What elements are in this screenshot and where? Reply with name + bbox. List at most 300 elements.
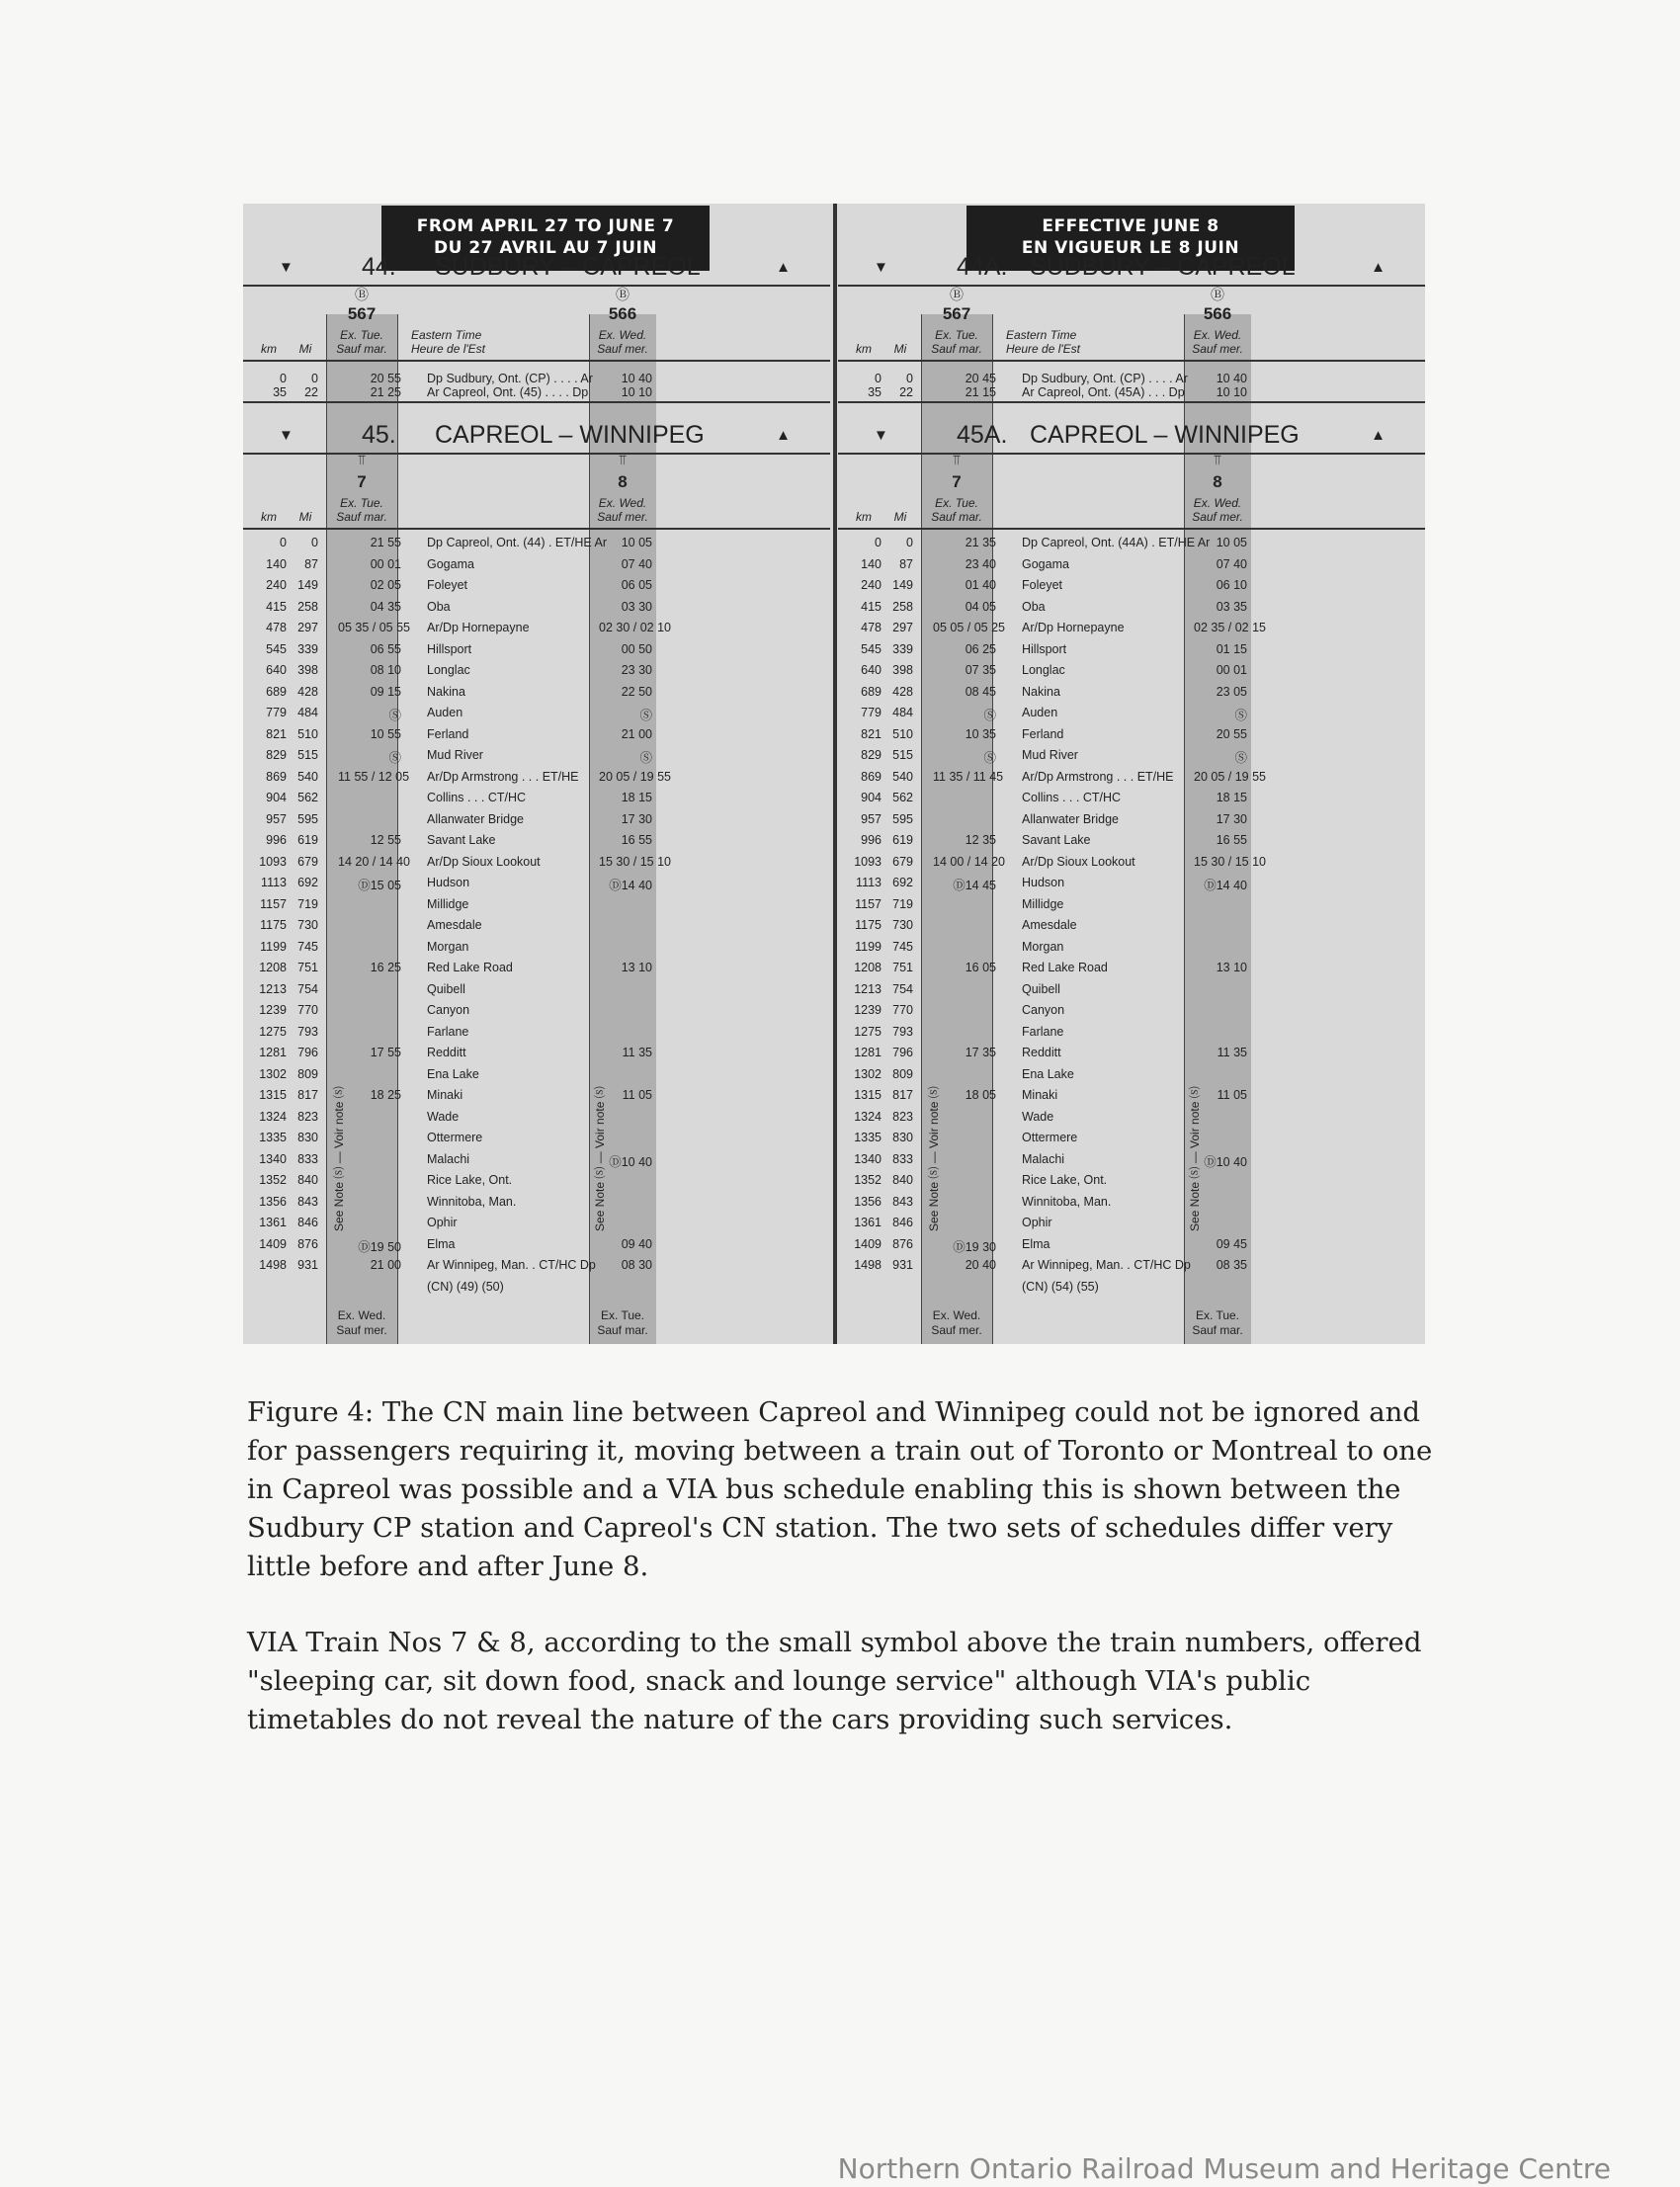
train-time: 17 30 — [621, 811, 652, 826]
train-number: 566 — [1203, 304, 1232, 323]
train-time: 07 40 — [1216, 556, 1247, 571]
train-time: 08 45 — [965, 684, 996, 699]
distance: 821 — [861, 726, 882, 741]
operating-days: Ex. Tue. — [600, 1308, 645, 1322]
distance: 1275 — [854, 1024, 882, 1039]
distance: 830 — [892, 1131, 913, 1144]
timetable-row — [243, 1067, 830, 1084]
timetable-row — [243, 621, 830, 637]
mi-header: Mi — [893, 342, 907, 356]
train-time: 15 30 / 15 10 — [599, 854, 671, 869]
distance: 1239 — [854, 1003, 882, 1017]
train-time: 22 50 — [621, 684, 652, 699]
train-number: 7 — [357, 472, 367, 491]
station-name: Ophir — [427, 1216, 458, 1229]
distance: 1175 — [260, 918, 287, 932]
museum-footer: Northern Ontario Railroad Museum and Heritage Centre — [837, 2152, 1611, 2185]
train-time: 07 40 — [621, 556, 652, 571]
train-time: 00 01 — [370, 556, 401, 571]
distance: 0 — [280, 536, 287, 549]
train-time: Ⓓ19 30 — [953, 1239, 996, 1254]
station-name: Ar Winnipeg, Man. . CT/HC Dp — [1022, 1258, 1191, 1272]
see-note-label: See Note ⒮ — Voir note ⒮ — [1188, 1086, 1202, 1231]
distance: 843 — [892, 1194, 913, 1209]
station-name: Millidge — [1022, 896, 1064, 911]
train-time: Ⓓ15 05 — [358, 879, 401, 892]
panel-before-june-8 — [243, 204, 830, 1344]
station-name: Canyon — [427, 1003, 470, 1017]
station-name: Wade — [427, 1109, 460, 1124]
timetable-row — [243, 791, 830, 807]
timetable-row — [838, 1258, 1425, 1275]
distance: 904 — [861, 791, 882, 804]
distance: 869 — [266, 769, 287, 784]
operating-days: Sauf mar. — [1192, 1323, 1243, 1337]
distance: 545 — [861, 641, 882, 656]
figure-caption: Figure 4: The CN main line between Capreol and Winnipeg could not be ignored and for passengers requiring it, moving between a train out of Toronto or Montreal to one in Capreol was possible and a VIA bus schedule enabling this is shown between the Sudbury CP station and Capreol's CN station. The two sets of schedules differ very little before and after June 8. — [247, 1396, 1433, 1582]
train-time: 17 55 — [370, 1046, 401, 1059]
see-note-label: See Note ⒮ — Voir note ⒮ — [332, 1086, 346, 1231]
timetable-row — [243, 1237, 830, 1254]
train-time: 18 05 — [965, 1088, 996, 1102]
timetable-row — [838, 706, 1425, 722]
distance: 240 — [266, 578, 287, 592]
operating-days: Ex. Wed. — [337, 1308, 386, 1322]
operating-days: Ex. Tue. — [935, 496, 978, 510]
timetable-row — [243, 1280, 830, 1297]
distance: 1498 — [259, 1258, 287, 1272]
route-number: 45. — [362, 421, 396, 449]
distance: 830 — [297, 1131, 318, 1144]
distance: 1324 — [259, 1109, 287, 1124]
train-time: 07 35 — [965, 663, 996, 677]
train-time: 06 25 — [965, 641, 996, 656]
distance: 1208 — [259, 961, 287, 974]
distance: 1356 — [259, 1194, 287, 1209]
distance: 754 — [297, 981, 318, 996]
timetable-row — [243, 642, 830, 659]
distance: 840 — [297, 1173, 318, 1187]
distance: 679 — [892, 854, 913, 869]
station-name: Ar/Dp Hornepayne — [1022, 621, 1125, 634]
distance: 1157 — [260, 896, 287, 911]
train-time: 11 35 / 11 45 — [933, 769, 1004, 784]
distance: 0 — [875, 536, 882, 549]
train-time: 06 55 — [370, 641, 401, 656]
distance: 931 — [892, 1258, 913, 1272]
train-time: 21 15 — [965, 385, 996, 399]
timetable-row — [243, 961, 830, 977]
station-name: Morgan — [1022, 939, 1064, 954]
operating-days: Ex. Wed. — [932, 1308, 981, 1322]
distance: 1281 — [854, 1046, 882, 1059]
station-name: Ar/Dp Armstrong . . . ET/HE — [427, 769, 579, 784]
distance: 1281 — [259, 1046, 287, 1059]
header-rule — [243, 528, 830, 530]
distance: 1093 — [854, 854, 882, 869]
km-header: km — [856, 342, 872, 356]
distance: 689 — [266, 684, 287, 699]
train-time: 08 30 — [621, 1258, 652, 1272]
distance: 957 — [861, 811, 882, 826]
train-time: 11 05 — [622, 1088, 652, 1102]
timetable-row — [243, 1025, 830, 1042]
distance: 1093 — [259, 854, 287, 869]
distance: 689 — [861, 684, 882, 699]
operating-days: Sauf mer. — [336, 1323, 387, 1337]
station-name: Dp Sudbury, Ont. (CP) . . . . Ar — [1022, 372, 1188, 385]
km-header: km — [261, 510, 277, 524]
station-name: Collins . . . CT/HC — [427, 791, 527, 804]
station-name: Gogama — [1022, 556, 1069, 571]
station-name: Elma — [1022, 1236, 1050, 1251]
train-time: 04 05 — [965, 599, 996, 614]
sleeping-car-icon: ⫪ — [619, 453, 627, 468]
distance: 754 — [892, 981, 913, 996]
train-time: 21 25 — [370, 385, 401, 399]
timezone-header: Eastern Time — [411, 328, 482, 342]
train-time: 03 30 — [621, 599, 652, 614]
station-name: Quibell — [1022, 981, 1060, 996]
train-time: 17 35 — [965, 1046, 996, 1059]
distance: 904 — [266, 791, 287, 804]
distance: 719 — [892, 896, 913, 911]
timetable-row — [243, 833, 830, 850]
station-name: Hudson — [427, 876, 470, 889]
timetable-row — [243, 385, 830, 402]
train-time: 10 35 — [965, 726, 996, 741]
timetable-row — [838, 940, 1425, 957]
distance: 957 — [266, 811, 287, 826]
train-time: 12 55 — [370, 833, 401, 847]
station-name: Ferland — [427, 726, 469, 741]
train-time: Ⓢ — [983, 751, 996, 765]
distance: 809 — [892, 1066, 913, 1081]
station-name: Winnitoba, Man. — [1022, 1194, 1112, 1209]
header-rule — [243, 360, 830, 362]
panel-divider — [833, 204, 837, 1344]
distance: 846 — [297, 1216, 318, 1229]
timetable-row — [838, 663, 1425, 680]
operating-days: Ex. Wed. — [598, 328, 647, 342]
train-time: 23 30 — [621, 663, 652, 677]
operating-days: Ex. Wed. — [598, 496, 647, 510]
distance: 149 — [297, 578, 318, 592]
station-name: Ar Capreol, Ont. (45A) . . . Dp — [1022, 385, 1185, 399]
distance: 821 — [266, 726, 287, 741]
station-name: Redditt — [427, 1046, 466, 1059]
station-name: Morgan — [427, 939, 469, 954]
distance: 730 — [297, 918, 318, 932]
train-time: 16 55 — [621, 833, 652, 847]
up-arrow-icon: ▲ — [776, 259, 791, 276]
station-name: Red Lake Road — [427, 961, 513, 974]
train-time: 13 10 — [621, 961, 652, 974]
train-time: 20 55 — [1216, 726, 1247, 741]
banner-line: FROM APRIL 27 TO JUNE 7 — [416, 216, 675, 236]
distance: 339 — [892, 641, 913, 656]
distance: 1324 — [854, 1109, 882, 1124]
operating-days: Sauf mar. — [931, 510, 982, 524]
operating-days: Sauf mar. — [336, 342, 387, 356]
train-time: 10 10 — [1216, 385, 1247, 399]
mi-header: Mi — [298, 342, 312, 356]
distance: 87 — [899, 556, 913, 571]
timetable-row — [243, 1003, 830, 1020]
distance: 1315 — [854, 1088, 882, 1102]
bus-icon: Ⓑ — [355, 288, 369, 303]
station-name: Minaki — [427, 1088, 463, 1102]
timezone-header: Eastern Time — [1006, 328, 1077, 342]
route-name: SUDBURY – CAPREOL — [435, 253, 701, 281]
timetable-row — [838, 727, 1425, 744]
distance: 35 — [273, 385, 287, 399]
station-name: Savant Lake — [427, 833, 496, 847]
train-time: 01 15 — [1216, 641, 1247, 656]
header-rule — [838, 360, 1425, 362]
distance: 478 — [861, 621, 882, 634]
train-time: 01 40 — [965, 578, 996, 592]
route-title — [838, 421, 1425, 455]
station-name: Ena Lake — [1022, 1066, 1074, 1081]
station-name: Ar Winnipeg, Man. . CT/HC Dp — [427, 1258, 596, 1272]
distance: 840 — [892, 1173, 913, 1187]
station-name: Rice Lake, Ont. — [1022, 1173, 1108, 1187]
header-rule — [838, 528, 1425, 530]
distance: 515 — [297, 748, 318, 762]
train-time: Ⓢ — [388, 751, 401, 765]
timetable-row — [243, 897, 830, 914]
train-number: 8 — [618, 472, 628, 491]
operating-days: Sauf mer. — [1192, 342, 1243, 356]
station-name: Gogama — [427, 556, 474, 571]
distance: 679 — [297, 854, 318, 869]
distance: 1409 — [259, 1236, 287, 1251]
timezone-header: Heure de l'Est — [1006, 342, 1080, 356]
distance: 415 — [861, 599, 882, 614]
timetable-row — [838, 536, 1425, 552]
timetable-row — [243, 876, 830, 892]
distance: 1302 — [259, 1066, 287, 1081]
timetable-row — [838, 600, 1425, 617]
distance: 869 — [861, 769, 882, 784]
station-name: Ar/Dp Sioux Lookout — [427, 854, 541, 869]
timetable-row — [838, 1046, 1425, 1062]
station-name: Foleyet — [1022, 578, 1062, 592]
distance: 846 — [892, 1216, 913, 1229]
distance: 35 — [868, 385, 882, 399]
train-time: 11 55 / 12 05 — [338, 769, 410, 784]
train-time: 10 05 — [621, 536, 652, 549]
train-time: 02 30 / 02 10 — [599, 621, 671, 634]
route-title — [243, 253, 830, 287]
bus-icon: Ⓑ — [950, 288, 964, 303]
station-name: Ar/Dp Armstrong . . . ET/HE — [1022, 769, 1174, 784]
distance: 829 — [861, 748, 882, 762]
train-number: 567 — [942, 304, 971, 323]
train-time: 21 35 — [965, 536, 996, 549]
timetable-scan — [243, 204, 1425, 1344]
down-arrow-icon: ▼ — [874, 259, 888, 276]
train-time: 21 00 — [621, 726, 652, 741]
timetable-row — [838, 961, 1425, 977]
see-note-label: See Note ⒮ — Voir note ⒮ — [927, 1086, 941, 1231]
station-name: Auden — [427, 706, 463, 719]
train-time: 09 45 — [1216, 1236, 1247, 1251]
distance: 1361 — [854, 1216, 882, 1229]
distance: 149 — [892, 578, 913, 592]
station-name: Hillsport — [1022, 641, 1067, 656]
operating-days: Sauf mer. — [931, 1323, 982, 1337]
station-name: Dp Capreol, Ont. (44A) . ET/HE Ar — [1022, 536, 1211, 549]
timetable-row — [838, 982, 1425, 999]
distance: 1340 — [259, 1151, 287, 1166]
timetable-row — [838, 918, 1425, 935]
operating-days: Sauf mer. — [597, 342, 648, 356]
station-name: Mud River — [1022, 748, 1078, 762]
train-time: 20 05 / 19 55 — [599, 769, 671, 784]
section-rule — [243, 401, 830, 403]
timetable-row — [243, 727, 830, 744]
distance: 1335 — [854, 1131, 882, 1144]
bus-icon: Ⓑ — [616, 288, 630, 303]
distance: 540 — [892, 769, 913, 784]
station-name: Canyon — [1022, 1003, 1065, 1017]
train-time: 00 50 — [621, 641, 652, 656]
distance: 562 — [892, 791, 913, 804]
train-time: Ⓢ — [388, 709, 401, 722]
station-name: Auden — [1022, 706, 1058, 719]
train-time: 10 10 — [621, 385, 652, 399]
distance: 398 — [892, 663, 913, 677]
station-name: Mud River — [427, 748, 483, 762]
distance: 809 — [297, 1066, 318, 1081]
route-number: 44. — [362, 253, 396, 281]
distance: 1302 — [854, 1066, 882, 1081]
distance: 751 — [297, 961, 318, 974]
train-time: Ⓓ14 40 — [609, 879, 652, 892]
sleeping-car-icon: ⫪ — [1214, 453, 1221, 468]
timetable-row — [838, 1003, 1425, 1020]
distance: 1340 — [854, 1151, 882, 1166]
distance: 817 — [297, 1088, 318, 1102]
timetable-row — [243, 663, 830, 680]
train-time: 10 05 — [1216, 536, 1247, 549]
distance: 619 — [297, 833, 318, 847]
timetable-row — [838, 1067, 1425, 1084]
timetable-row — [838, 642, 1425, 659]
train-time: 18 15 — [1216, 791, 1247, 804]
distance: 87 — [304, 556, 318, 571]
train-time: 20 45 — [965, 372, 996, 385]
train-time: 05 35 / 05 55 — [338, 621, 410, 634]
train-time: 09 15 — [370, 684, 401, 699]
distance: 793 — [892, 1024, 913, 1039]
timetable-row — [838, 833, 1425, 850]
train-time: 18 25 — [370, 1088, 401, 1102]
train-number: 566 — [608, 304, 637, 323]
operating-days: Sauf mar. — [931, 342, 982, 356]
distance: 562 — [297, 791, 318, 804]
distance: 996 — [266, 833, 287, 847]
distance: 595 — [297, 811, 318, 826]
station-name: Allanwater Bridge — [1022, 811, 1119, 826]
train-time: 05 05 / 05 25 — [933, 621, 1005, 634]
train-time: 11 05 — [1217, 1088, 1247, 1102]
timetable-row — [243, 770, 830, 787]
station-name: Wade — [1022, 1109, 1054, 1124]
train-number: 7 — [952, 472, 962, 491]
station-name: Minaki — [1022, 1088, 1058, 1102]
timetable-row — [838, 748, 1425, 765]
timetable-row — [838, 791, 1425, 807]
train-time: Ⓢ — [639, 709, 652, 722]
timetable-row — [243, 600, 830, 617]
distance: 595 — [892, 811, 913, 826]
timetable-row — [838, 685, 1425, 702]
station-name: Hudson — [1022, 876, 1065, 889]
train-time: 11 35 — [1217, 1046, 1247, 1059]
up-arrow-icon: ▲ — [1371, 259, 1386, 276]
timetable-row — [243, 982, 830, 999]
distance: 258 — [892, 599, 913, 614]
distance: 619 — [892, 833, 913, 847]
timetable-row — [838, 1280, 1425, 1297]
distance: 1409 — [854, 1236, 882, 1251]
train-time: 14 00 / 14 20 — [933, 854, 1005, 869]
train-time: 09 40 — [621, 1236, 652, 1251]
distance: 1239 — [259, 1003, 287, 1017]
station-name: Ophir — [1022, 1216, 1052, 1229]
distance: 843 — [297, 1194, 318, 1209]
distance: 428 — [892, 684, 913, 699]
distance: 0 — [280, 372, 287, 385]
station-name: Farlane — [427, 1024, 469, 1039]
km-header: km — [856, 510, 872, 524]
train-time: 20 40 — [965, 1258, 996, 1272]
timetable-row — [838, 578, 1425, 595]
distance: 876 — [297, 1236, 318, 1251]
km-header: km — [261, 342, 277, 356]
up-arrow-icon: ▲ — [1371, 427, 1386, 444]
distance: 1113 — [856, 876, 882, 889]
distance: 1356 — [854, 1194, 882, 1209]
panel-effective-june-8 — [838, 204, 1425, 1344]
timetable-row — [838, 1237, 1425, 1254]
train-time: 23 05 — [1216, 684, 1247, 699]
timetable-row — [838, 770, 1425, 787]
station-name: (CN) (49) (50) — [427, 1279, 504, 1294]
operating-days: Ex. Tue. — [1195, 1308, 1240, 1322]
station-name: (CN) (54) (55) — [1022, 1279, 1099, 1294]
station-name: Farlane — [1022, 1024, 1064, 1039]
distance: 1199 — [855, 939, 882, 954]
train-time: 10 40 — [621, 372, 652, 385]
distance: 829 — [266, 748, 287, 762]
timetable-row — [243, 536, 830, 552]
station-name: Dp Capreol, Ont. (44) . ET/HE Ar — [427, 536, 608, 549]
distance: 0 — [875, 372, 882, 385]
distance: 339 — [297, 641, 318, 656]
train-time: 10 40 — [1216, 372, 1247, 385]
train-time: 21 55 — [370, 536, 401, 549]
see-note-label: See Note ⒮ — Voir note ⒮ — [593, 1086, 607, 1231]
train-time: 06 05 — [621, 578, 652, 592]
timetable-row — [838, 876, 1425, 892]
station-name: Amesdale — [427, 918, 482, 932]
station-name: Elma — [427, 1236, 456, 1251]
station-name: Winnitoba, Man. — [427, 1194, 517, 1209]
